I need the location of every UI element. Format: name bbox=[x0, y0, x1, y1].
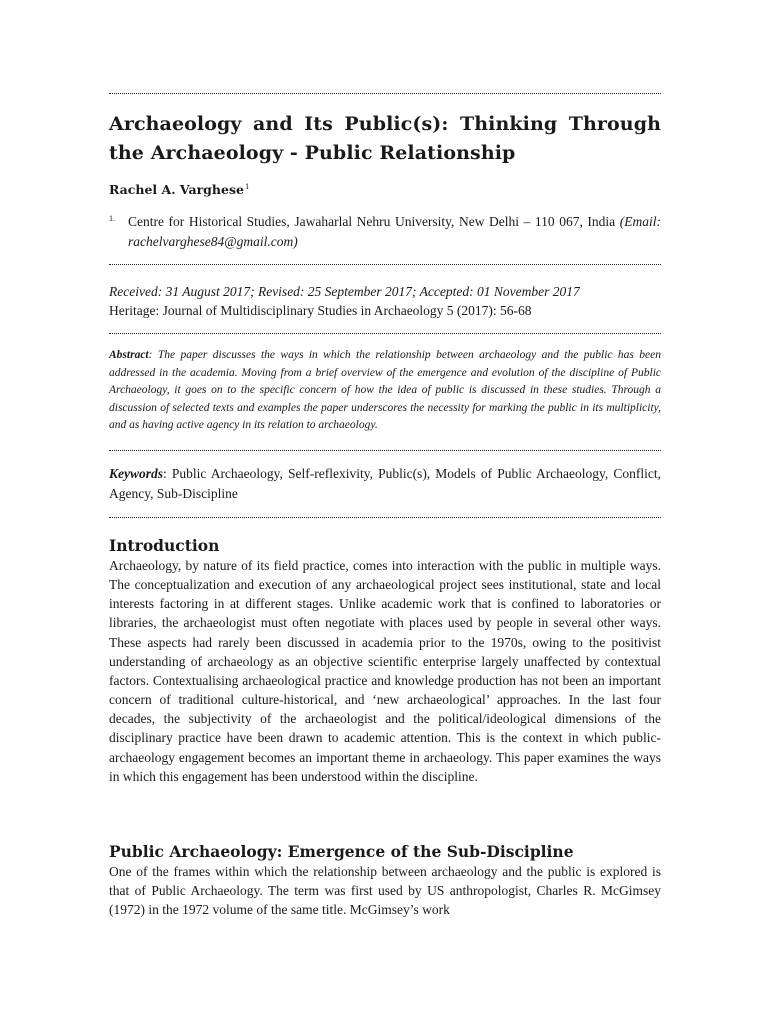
paper-page bbox=[109, 0, 661, 1024]
public-archaeology-paragraph: One of the frames within which the relationship between archaeology and the public is explored is that of Public Archaeology. The term was first used by US anthropologist, Charles R. McGimsey (1972) in the 1972 volume of the same title. McGimsey’s work bbox=[109, 864, 661, 918]
keywords-label: Keywords bbox=[109, 466, 163, 481]
top-divider bbox=[109, 93, 661, 94]
affiliation-marker: 1. bbox=[109, 214, 115, 223]
keywords bbox=[109, 464, 661, 504]
affiliation bbox=[109, 212, 661, 252]
divider-after-abstract bbox=[109, 450, 661, 451]
divider-after-keywords bbox=[109, 517, 661, 518]
affiliation-institution: Centre for Historical Studies, Jawaharlal Nehru University, New Delhi – 110 067, India bbox=[128, 214, 616, 229]
abstract-label: Abstract bbox=[109, 349, 149, 361]
author-affiliation-marker: 1 bbox=[244, 183, 250, 191]
introduction-paragraph: Archaeology, by nature of its field practice, comes into interaction with the public in multiple ways. The conceptualization and execution of any archaeological project sees institutional, state and local interests factoring in at different stages. Unlike academic work that is confined to laboratories or libraries, the archaeologist must often negotiate with places used by people in several other ways. These aspects had rarely been discussed in academia prior to the 1970s, owing to the positivist understanding of archaeology as an objective scientific enterprise largely unaffected by contextual factors. Contextualising archaeological practice and knowledge production has not been an important concern of traditional culture-historical, and ‘new archaeological’ approaches. In the last four decades, the subjectivity of the archaeologist and the political/ideological dimensions of the disciplinary practice have been drawn to academic attention. This is the context in which public-archaeology engagement becomes an important theme in archaeology. This paper examines the ways in which this engagement has been understood within the discipline. bbox=[109, 558, 661, 784]
abstract-text: : The paper discusses the ways in which the relationship between archaeology and the public has been addressed in the academia. Moving from a brief overview of the emergence and evolution of the discipline of Public Archaeology, it goes on to the specific concern of how the idea of public is discussed in these studies. Through a discussion of selected texts and examples the paper underscores the necessity for marking the public in its multiplicity, and as having active agency in its relation to archaeology. bbox=[109, 349, 661, 431]
divider-after-affiliation bbox=[109, 264, 661, 265]
author-line bbox=[109, 179, 249, 198]
divider-before-abstract bbox=[109, 333, 661, 334]
affiliation-email: (Email: rachelvarghese84@gmail.com) bbox=[128, 214, 662, 249]
author-name: Rachel A. Varghese bbox=[109, 182, 244, 198]
paper-title: Archaeology and Its Public(s): Thinking Through the Archaeology - Public Relationship bbox=[109, 113, 661, 164]
keywords-text: : Public Archaeology, Self-reflexivity, Public(s), Models of Public Archaeology, Conflict, Agency, Sub-Discipline bbox=[109, 466, 661, 501]
section-heading-introduction: Introduction bbox=[109, 536, 220, 555]
journal-citation: Heritage: Journal of Multidisciplinary Studies in Archaeology 5 (2017): 56-68 bbox=[109, 303, 532, 318]
received-dates: Received: 31 August 2017; Revised: 25 September 2017; Accepted: 01 November 2017 bbox=[109, 284, 580, 299]
section-heading-public-archaeology: Public Archaeology: Emergence of the Sub-Discipline bbox=[109, 842, 574, 861]
affiliation-text bbox=[128, 212, 661, 252]
abstract bbox=[109, 347, 661, 435]
